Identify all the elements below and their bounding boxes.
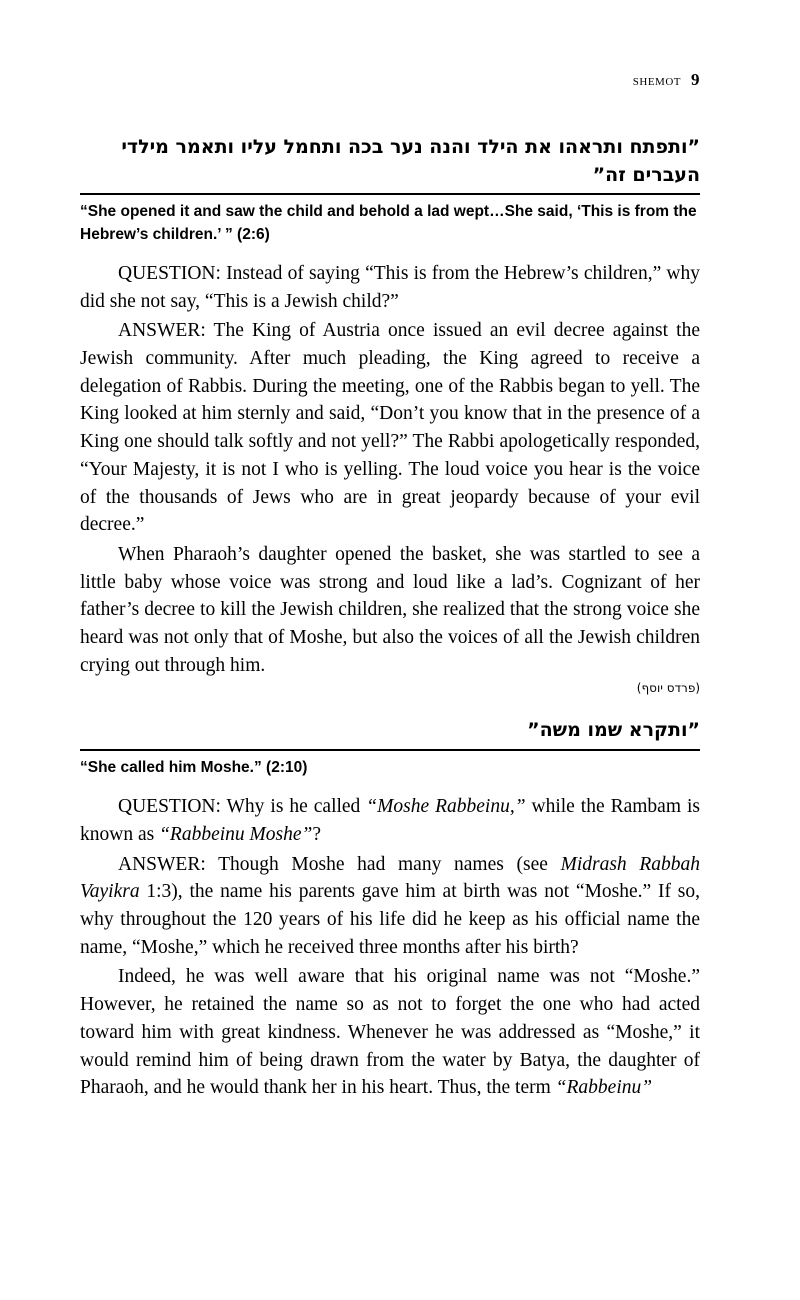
- hebrew-heading: ”ותפתח ותראהו את הילד והנה נער בכה ותחמל עליו ותאמר מילדי העברים זה”: [121, 136, 700, 186]
- paragraph-question: QUESTION: Instead of saying “This is from the Hebrew’s children,” why did she not say, “This is a Jewish child?”: [80, 263, 700, 312]
- running-head: [80, 70, 700, 90]
- paragraph-answer: ANSWER: Though Moshe had many names (see Midrash Rabbah Vayikra 1:3), the name his parents gave him at birth was not “Moshe.” If so, why throughout the 120 years of his life did he keep as his official name the name, “Moshe,” which he received three months after his birth?: [80, 853, 701, 958]
- paragraph-explanation: When Pharaoh’s daughter opened the basket, she was startled to see a little baby whose voice was strong and loud like a lad’s. Cognizant of her father’s decree to kill the Jewish children, she realized that the strong voice she heard was not only that of Moshe, but also the voices of all the Jewish children crying out through him.: [80, 543, 700, 676]
- source-citation: (פרדס יוסף): [636, 681, 700, 696]
- section-2: [80, 717, 700, 1102]
- hebrew-heading: ”ותקרא שמו משה”: [527, 719, 700, 742]
- section-1: [80, 134, 700, 695]
- page-number: 9: [691, 70, 700, 89]
- english-quote: “She opened it and saw the child and behold a lad wept…She said, ‘This is from the Hebrew’s children.’ ” (2:6): [80, 203, 697, 243]
- running-head-title: shemot: [632, 72, 681, 89]
- paragraph-answer: ANSWER: The King of Austria once issued an evil decree against the Jewish community. After much pleading, the King agreed to receive a delegation of Rabbis. During the meeting, one of the Rabbis began to yell. The King looked at him sternly and said, “Don’t you know that in the presence of a King one should talk softly and not yell?” The Rabbi apologetically responded, “Your Majesty, it is not I who is yelling. The loud voice you hear is the voice of the thousands of Jews who are in great jeopardy because of your evil decree.”: [80, 320, 700, 536]
- divider: [80, 749, 700, 751]
- paragraph-continuation: Indeed, he was well aware that his original name was not “Moshe.” However, he retained the name so as not to forget the one who had acted toward him with great kindness. Whenever he was addressed as “Moshe,” it would remind him of being drawn from the water by Batya, the daughter of Pharaoh, and he would thank her in his heart. Thus, the term “Rabbeinu”: [80, 966, 700, 1099]
- divider: [80, 193, 700, 195]
- english-quote: “She called him Moshe.” (2:10): [80, 758, 308, 776]
- paragraph-question: QUESTION: Why is he called “Moshe Rabbeinu,” while the Rambam is known as “Rabbeinu Moshe”?: [80, 796, 700, 846]
